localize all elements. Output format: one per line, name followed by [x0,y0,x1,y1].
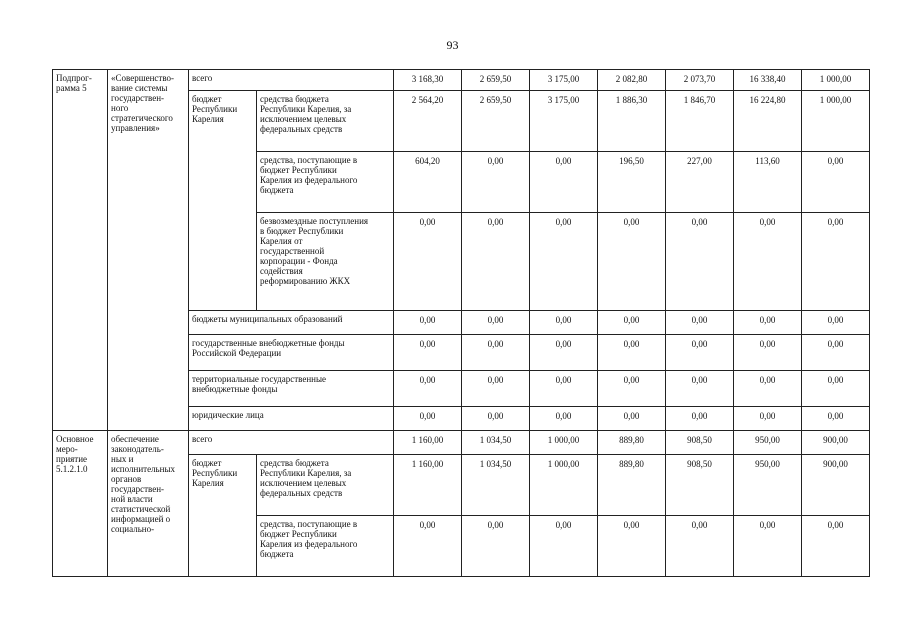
value-cell: 0,00 [530,311,598,335]
table-row [53,70,870,91]
source-subitem-cell: средства, поступающие в бюджет Республики Карелия из федерального бюджета [257,152,394,213]
value-cell: 2 659,50 [462,70,530,91]
budget-table [52,69,870,577]
program-name-cell: обеспечение законодатель- ных и исполнительных органов государствен- ной власти статистической информацией о социально- [108,431,189,577]
value-cell: 0,00 [802,335,870,371]
value-cell: 0,00 [530,407,598,431]
source-label-cell: бюджеты муниципальных образований [189,311,394,335]
value-cell: 889,80 [598,431,666,455]
value-cell: 0,00 [666,213,734,311]
value-cell: 3 175,00 [530,91,598,152]
value-cell: 0,00 [598,335,666,371]
value-cell: 889,80 [598,455,666,516]
value-cell: 900,00 [802,431,870,455]
value-cell: 0,00 [734,335,802,371]
source-label-cell: юридические лица [189,407,394,431]
value-cell: 0,00 [598,311,666,335]
value-cell: 0,00 [666,371,734,407]
source-label-cell: всего [189,70,394,91]
page-number: 93 [446,38,459,52]
value-cell: 0,00 [530,213,598,311]
value-cell: 1 886,30 [598,91,666,152]
value-cell: 0,00 [462,371,530,407]
value-cell: 604,20 [394,152,462,213]
value-cell: 1 000,00 [802,70,870,91]
source-group-cell: бюджет Республики Карелия [189,91,257,311]
value-cell: 0,00 [462,311,530,335]
value-cell: 0,00 [734,516,802,577]
value-cell: 0,00 [734,311,802,335]
value-cell: 0,00 [462,407,530,431]
source-subitem-cell: средства бюджета Республики Карелия, за исключением целевых федеральных средств [257,91,394,152]
value-cell: 2 659,50 [462,91,530,152]
value-cell: 0,00 [802,311,870,335]
value-cell: 113,60 [734,152,802,213]
value-cell: 196,50 [598,152,666,213]
value-cell: 908,50 [666,431,734,455]
value-cell: 0,00 [394,311,462,335]
source-label-cell: всего [189,431,394,455]
value-cell: 0,00 [734,213,802,311]
value-cell: 1 034,50 [462,455,530,516]
source-subitem-cell: безвозмездные поступления в бюджет Республики Карелия от государственной корпорации - Фонда содействия реформированию ЖКХ [257,213,394,311]
value-cell: 2 082,80 [598,70,666,91]
value-cell: 0,00 [666,311,734,335]
value-cell: 3 175,00 [530,70,598,91]
program-name-cell: «Совершенство- вание системы государствен- ного стратегического управления» [108,70,189,431]
value-cell: 1 160,00 [394,455,462,516]
program-code-cell: Подпрог- рамма 5 [53,70,108,431]
value-cell: 950,00 [734,455,802,516]
program-code-cell: Основное меро- приятие 5.1.2.1.0 [53,431,108,577]
value-cell: 0,00 [598,407,666,431]
value-cell: 0,00 [394,213,462,311]
value-cell: 0,00 [666,407,734,431]
value-cell: 0,00 [802,407,870,431]
value-cell: 1 000,00 [802,91,870,152]
value-cell: 0,00 [462,213,530,311]
value-cell: 2 564,20 [394,91,462,152]
source-subitem-cell: средства бюджета Республики Карелия, за исключением целевых федеральных средств [257,455,394,516]
value-cell: 900,00 [802,455,870,516]
value-cell: 0,00 [530,516,598,577]
value-cell: 16 338,40 [734,70,802,91]
value-cell: 0,00 [394,335,462,371]
source-group-cell: бюджет Республики Карелия [189,455,257,577]
value-cell: 0,00 [598,516,666,577]
value-cell: 0,00 [530,152,598,213]
value-cell: 0,00 [530,335,598,371]
value-cell: 0,00 [598,213,666,311]
value-cell: 0,00 [734,371,802,407]
value-cell: 1 846,70 [666,91,734,152]
source-label-cell: территориальные государственные внебюджетные фонды [189,371,394,407]
value-cell: 0,00 [666,335,734,371]
value-cell: 1 034,50 [462,431,530,455]
value-cell: 0,00 [394,371,462,407]
value-cell: 1 160,00 [394,431,462,455]
value-cell: 3 168,30 [394,70,462,91]
source-label-cell: государственные внебюджетные фонды Российской Федерации [189,335,394,371]
value-cell: 0,00 [462,335,530,371]
value-cell: 0,00 [598,371,666,407]
value-cell: 0,00 [394,407,462,431]
value-cell: 0,00 [462,152,530,213]
value-cell: 1 000,00 [530,431,598,455]
value-cell: 0,00 [666,516,734,577]
value-cell: 0,00 [530,371,598,407]
value-cell: 908,50 [666,455,734,516]
value-cell: 0,00 [802,152,870,213]
source-subitem-cell: средства, поступающие в бюджет Республики Карелия из федерального бюджета [257,516,394,577]
value-cell: 950,00 [734,431,802,455]
value-cell: 0,00 [802,371,870,407]
value-cell: 16 224,80 [734,91,802,152]
table-row [53,431,870,455]
value-cell: 0,00 [802,516,870,577]
value-cell: 2 073,70 [666,70,734,91]
value-cell: 0,00 [394,516,462,577]
value-cell: 0,00 [462,516,530,577]
value-cell: 227,00 [666,152,734,213]
value-cell: 1 000,00 [530,455,598,516]
value-cell: 0,00 [734,407,802,431]
value-cell: 0,00 [802,213,870,311]
